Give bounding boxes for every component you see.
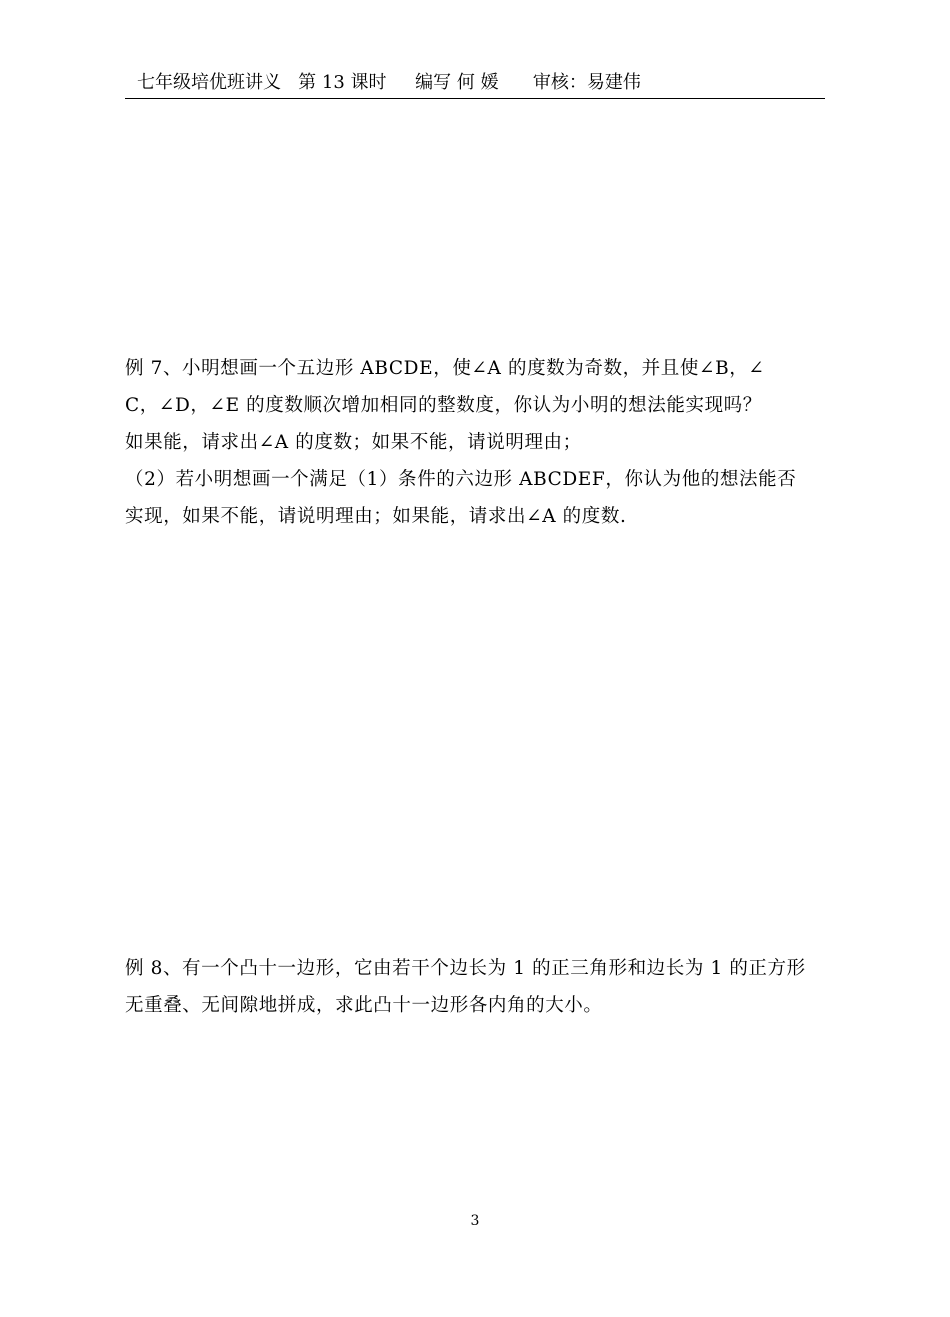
example-7-line: 例 7、小明想画一个五边形 ABCDE，使∠A 的度数为奇数，并且使∠B，∠ [125,358,765,379]
example-7-line: 如果能，请求出∠A 的度数；如果不能，请说明理由； [125,432,582,453]
header-text: 七年级培优班讲义 第 13 课时 编写 何 媛 审核：易建伟 [137,72,641,93]
example-7-line: （2）若小明想画一个满足（1）条件的六边形 ABCDEF，你认为他的想法能否 [125,469,797,490]
example-8 [125,950,827,1024]
example-8-line: 例 8、有一个凸十一边形，它由若干个边长为 1 的正三角形和边长为 1 的正方形 [125,958,806,979]
page-number: 3 [470,1213,480,1229]
page-header [125,70,825,99]
example-7 [125,350,827,535]
example-8-line: 无重叠、无间隙地拼成，求此凸十一边形各内角的大小。 [125,995,603,1016]
example-7-line: C，∠D，∠E 的度数顺次增加相同的整数度，你认为小明的想法能实现吗？ [125,395,762,416]
example-7-line: 实现，如果不能，请说明理由；如果能，请求出∠A 的度数. [125,506,627,527]
